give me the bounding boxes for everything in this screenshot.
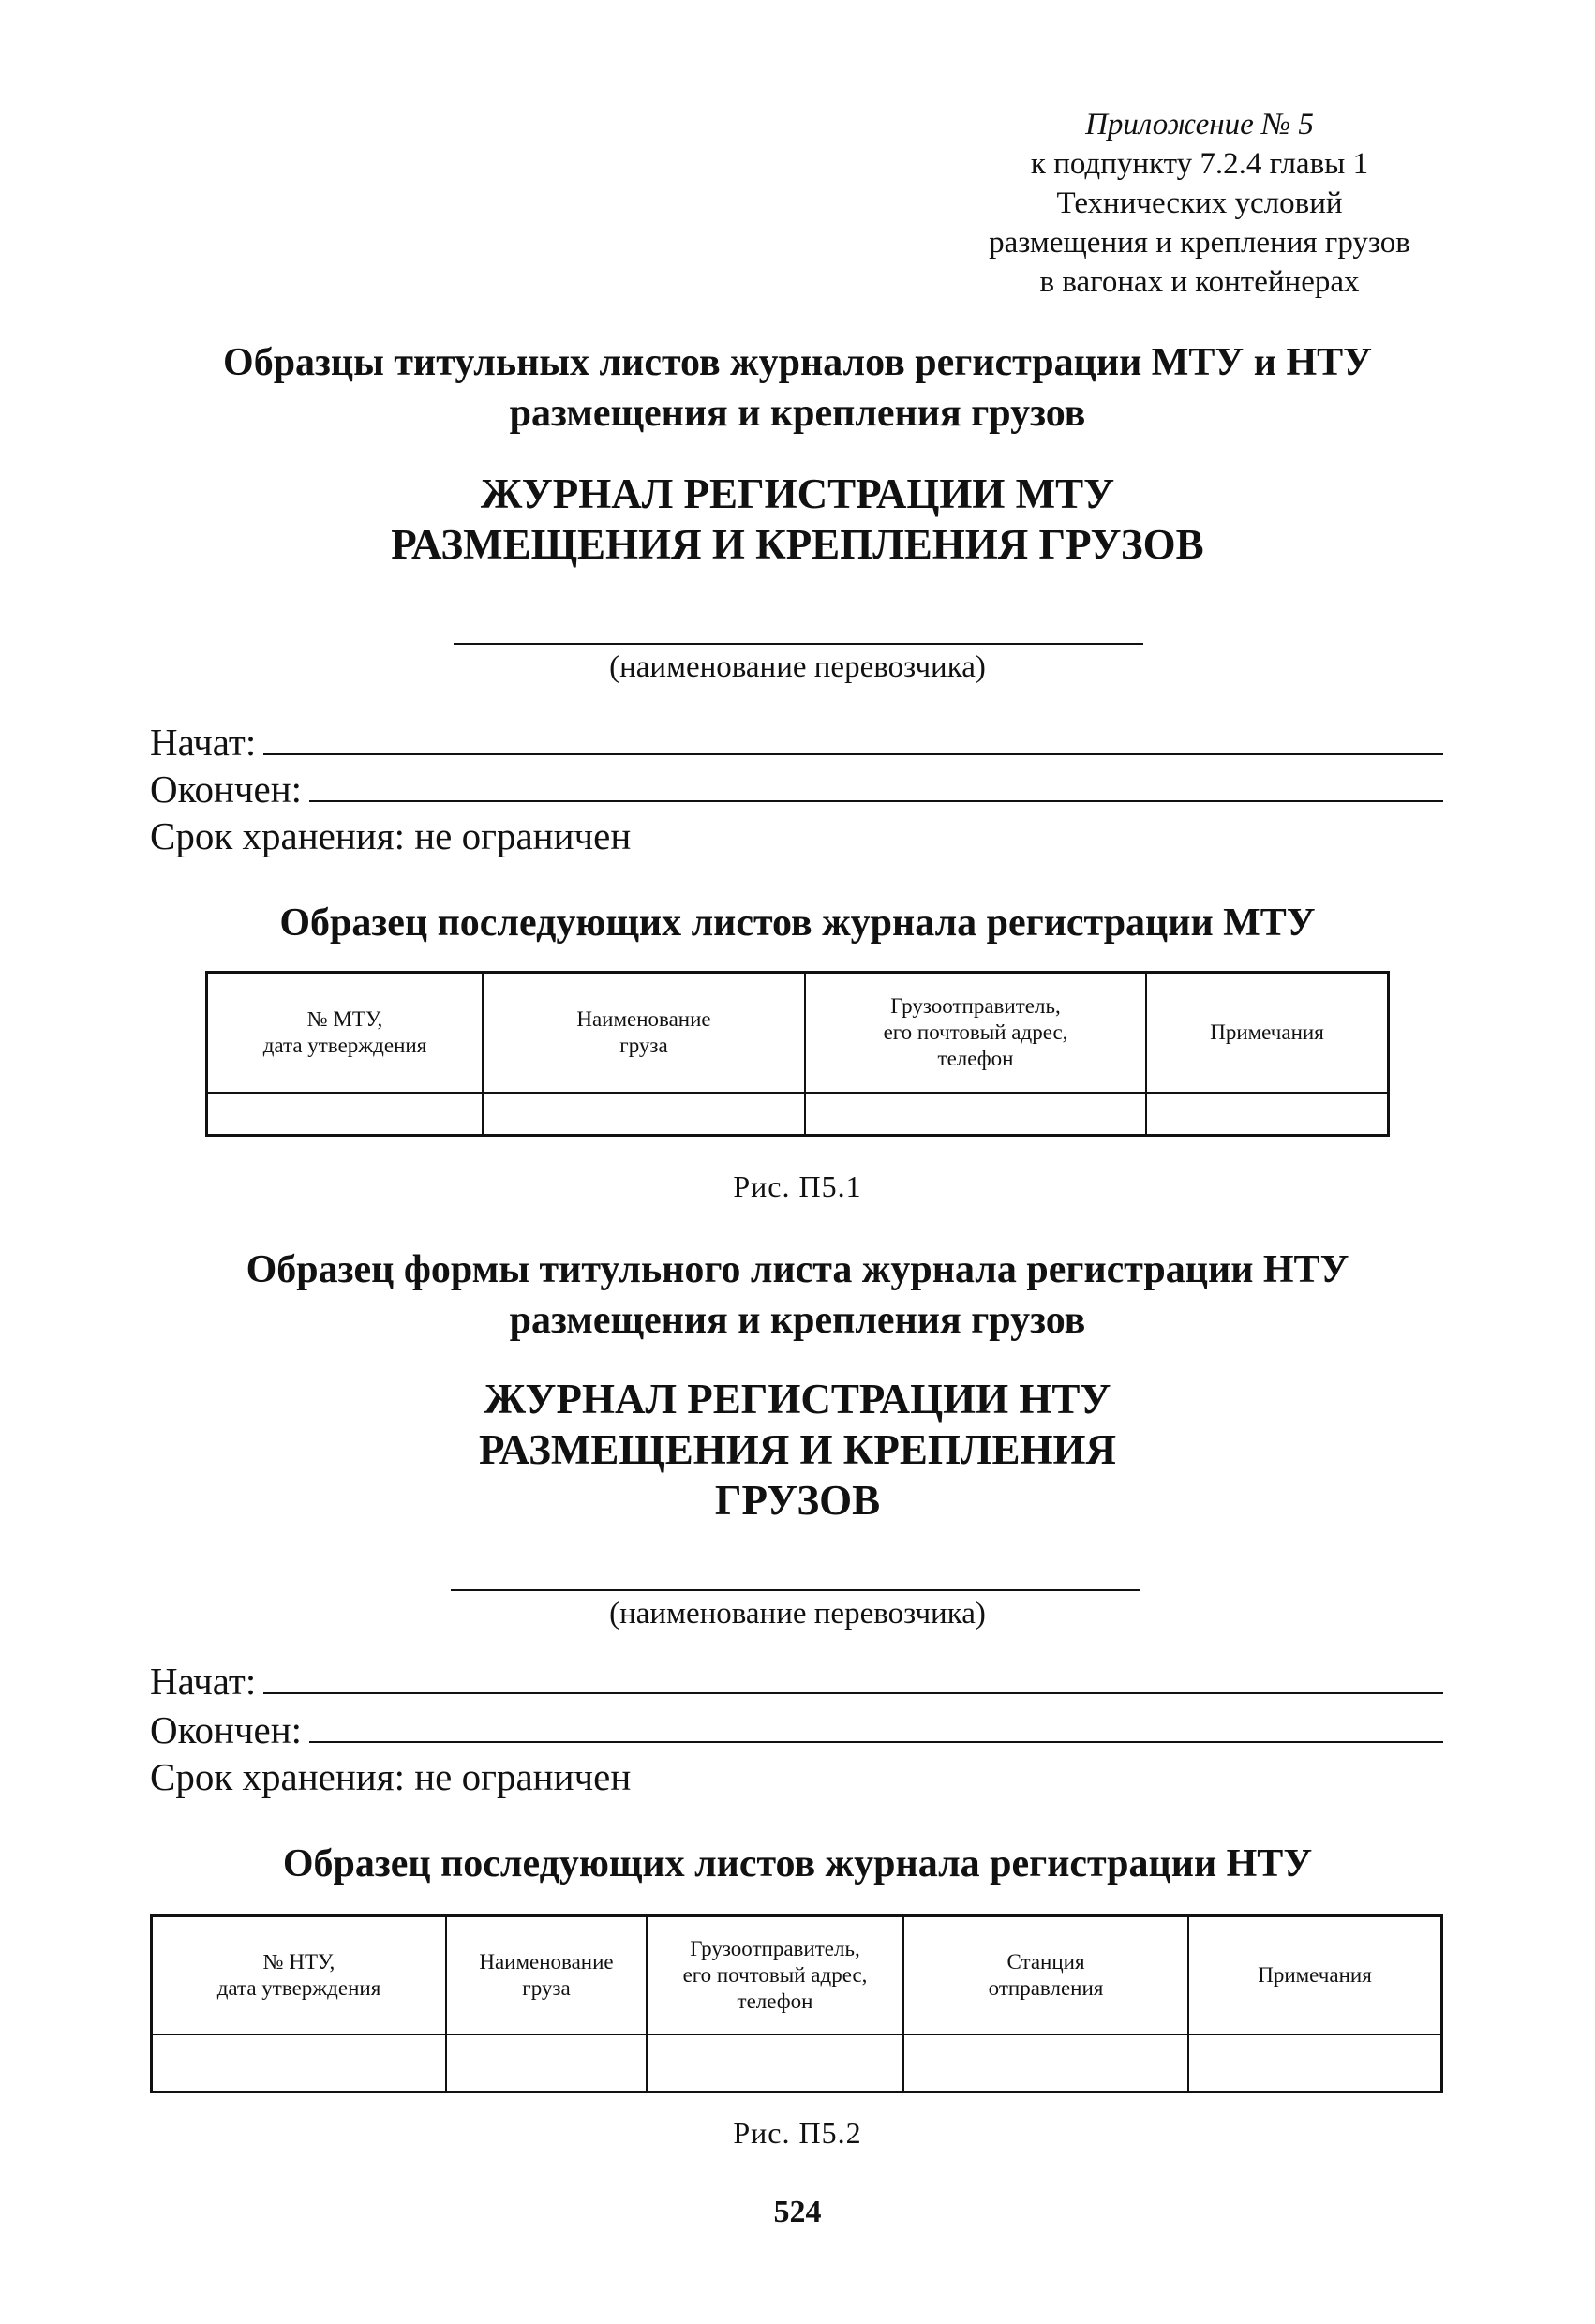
ntu-carrier-rule — [451, 1589, 1140, 1591]
header-text: его почтовый адрес, — [682, 1962, 868, 1987]
header-cell — [483, 973, 805, 1093]
header-cell — [152, 1916, 447, 2034]
appendix-line: в вагонах и контейнерах — [1039, 265, 1360, 299]
table-cell[interactable] — [1146, 1093, 1389, 1136]
ntu-carrier-label: (наименование перевозчика) — [609, 1597, 986, 1631]
ntu-table — [150, 1914, 1443, 2093]
table-row — [207, 1093, 1389, 1136]
started-blank[interactable] — [263, 725, 1443, 755]
table-cell[interactable] — [647, 2034, 903, 2093]
header-cell — [805, 973, 1146, 1093]
table-header-row — [152, 1916, 1442, 2034]
appendix-line: к подпункту 7.2.4 главы 1 — [1030, 147, 1369, 181]
appendix-line: размещения и крепления грузов — [989, 226, 1410, 260]
mtu-title-line: РАЗМЕЩЕНИЯ И КРЕПЛЕНИЯ ГРУЗОВ — [391, 521, 1204, 568]
finished-label: Окончен: — [150, 1708, 303, 1751]
header-text: его почтовый адрес, — [883, 1020, 1068, 1044]
ntu-finished-field — [150, 1707, 1443, 1752]
header-text: Наименование — [479, 1949, 614, 1974]
table-header-row — [207, 973, 1389, 1093]
header-cell — [1146, 973, 1389, 1093]
header-text: Примечания — [1210, 1020, 1324, 1044]
header-text: Грузоотправитель, — [890, 993, 1061, 1018]
ntu-title-line: ЖУРНАЛ РЕГИСТРАЦИИ НТУ — [484, 1376, 1111, 1423]
ntu-table-heading: Образец последующих листов журнала регистрации НТУ — [282, 1842, 1313, 1885]
header-text: № МТУ, — [306, 1006, 383, 1031]
main-heading — [0, 337, 1595, 439]
table-cell[interactable] — [207, 1093, 484, 1136]
header-text: Примечания — [1258, 1962, 1372, 1987]
table-cell[interactable] — [483, 1093, 805, 1136]
table-cell[interactable] — [903, 2034, 1188, 2093]
table-cell[interactable] — [805, 1093, 1146, 1136]
header-cell — [1188, 1916, 1442, 2034]
ntu-storage-field — [150, 1754, 1443, 1799]
header-text: груза — [619, 1033, 668, 1057]
ntu-form-heading-line: Образец формы титульного листа журнала регистрации НТУ — [246, 1248, 1349, 1291]
mtu-figure-caption: Рис. П5.1 — [733, 1169, 862, 1203]
started-label: Начат: — [150, 1660, 257, 1703]
header-text: Грузоотправитель, — [690, 1936, 860, 1960]
header-cell — [647, 1916, 903, 2034]
table-cell[interactable] — [152, 2034, 447, 2093]
mtu-carrier-label: (наименование перевозчика) — [609, 650, 986, 684]
page-number: 524 — [773, 2195, 822, 2229]
storage-text: Срок хранения: не ограничен — [150, 814, 632, 857]
header-cell — [903, 1916, 1188, 2034]
finished-blank[interactable] — [309, 772, 1443, 802]
mtu-journal-title — [0, 469, 1595, 570]
mtu-finished-field — [150, 767, 1443, 812]
ntu-figure-caption: Рис. П5.2 — [733, 2116, 862, 2150]
mtu-table — [205, 971, 1390, 1137]
ntu-title-line: РАЗМЕЩЕНИЯ И КРЕПЛЕНИЯ — [479, 1426, 1116, 1473]
header-cell — [446, 1916, 647, 2034]
mtu-carrier-rule — [454, 643, 1143, 645]
mtu-storage-field — [150, 813, 1443, 858]
main-heading-line: размещения и крепления грузов — [509, 392, 1086, 435]
started-blank[interactable] — [263, 1664, 1443, 1694]
header-text: Наименование — [576, 1006, 711, 1031]
started-label: Начат: — [150, 721, 257, 764]
mtu-table-heading: Образец последующих листов журнала регистрации МТУ — [279, 901, 1316, 945]
main-heading-line: Образцы титульных листов журналов регистрации МТУ и НТУ — [223, 341, 1372, 384]
appendix-reference — [937, 105, 1462, 302]
storage-text: Срок хранения: не ограничен — [150, 1755, 632, 1798]
mtu-title-line: ЖУРНАЛ РЕГИСТРАЦИИ МТУ — [480, 470, 1115, 517]
header-text: Станция — [1006, 1949, 1085, 1974]
header-cell — [207, 973, 484, 1093]
header-text: отправления — [988, 1975, 1104, 2000]
ntu-form-heading — [0, 1244, 1595, 1346]
table-row — [152, 2034, 1442, 2093]
finished-blank[interactable] — [309, 1713, 1443, 1743]
header-text: телефон — [737, 1989, 813, 2013]
ntu-title-line: ГРУЗОВ — [714, 1477, 881, 1524]
finished-label: Окончен: — [150, 767, 303, 811]
appendix-line: Технических условий — [1056, 186, 1343, 220]
mtu-started-field — [150, 720, 1443, 765]
ntu-journal-title — [0, 1374, 1595, 1526]
header-text: дата утверждения — [262, 1033, 427, 1057]
header-text: № НТУ, — [262, 1949, 335, 1974]
header-text: телефон — [937, 1046, 1014, 1070]
table-cell[interactable] — [1188, 2034, 1442, 2093]
header-text: груза — [522, 1975, 571, 2000]
header-text: дата утверждения — [216, 1975, 381, 2000]
ntu-form-heading-line: размещения и крепления грузов — [509, 1299, 1086, 1342]
table-cell[interactable] — [446, 2034, 647, 2093]
appendix-title: Приложение № 5 — [1085, 108, 1314, 142]
ntu-started-field — [150, 1659, 1443, 1704]
